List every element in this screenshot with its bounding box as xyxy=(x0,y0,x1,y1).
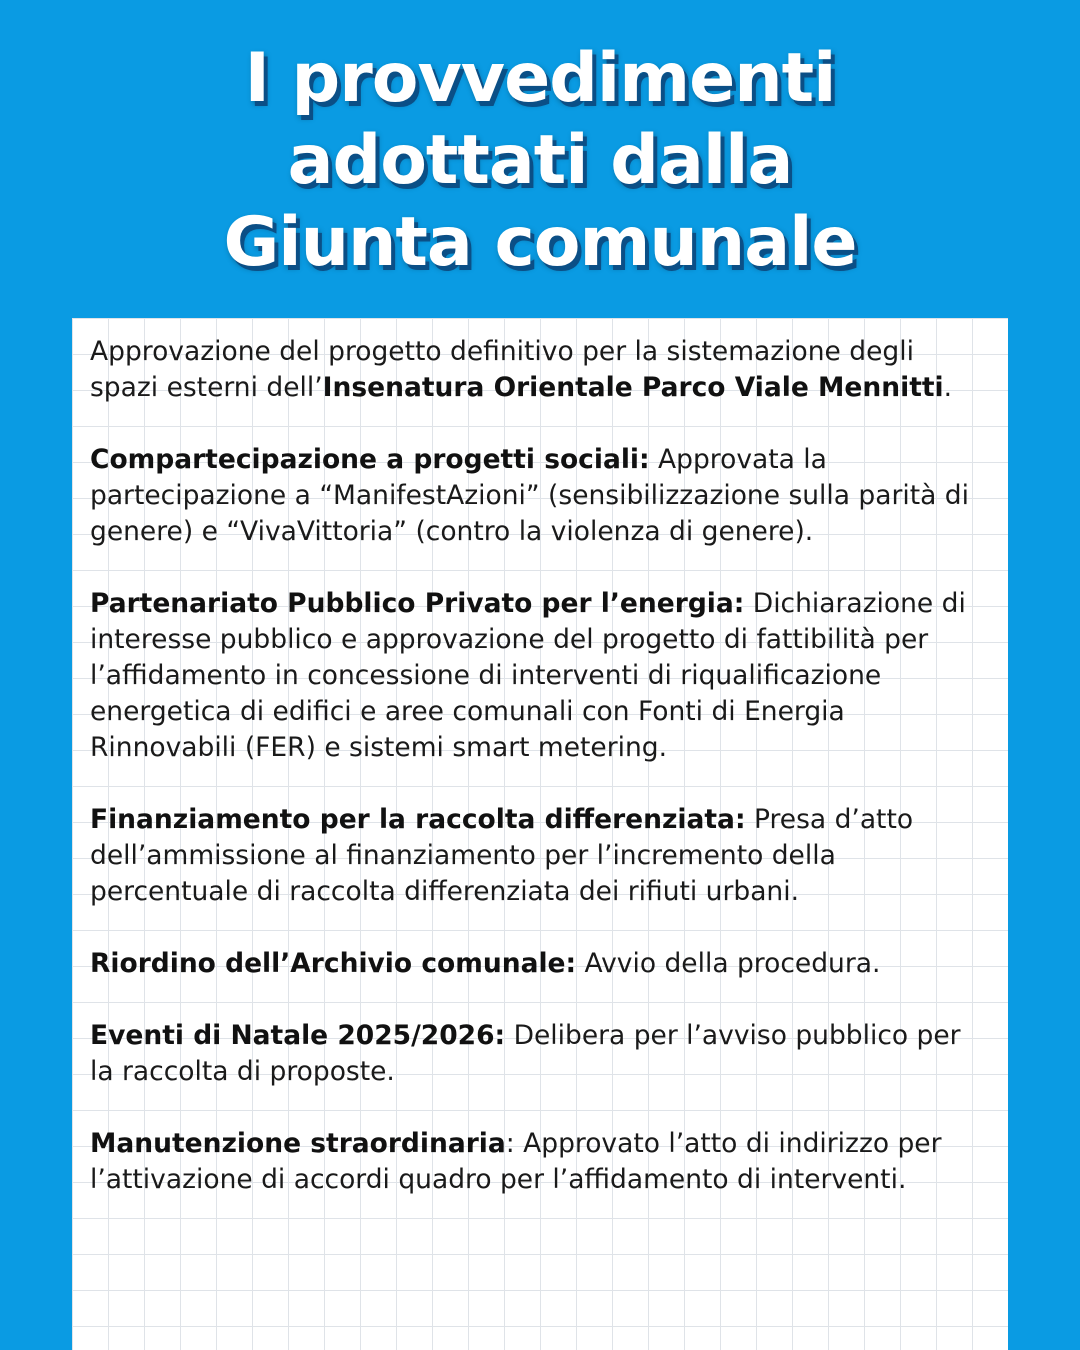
item-text: : Approvato l’atto di indirizzo per l’attivazione di accordi quadro per l’affidamento di interventi. xyxy=(90,1128,942,1195)
item-text: Approvata la partecipazione a “ManifestAzioni” (sensibilizzazione sulla parità di genere) e “VivaVittoria” (contro la violenza di genere). xyxy=(90,444,969,547)
title-line-3: Giunta comunale xyxy=(223,203,857,282)
item-text: Presa d’atto dell’ammissione al finanziamento per l’incremento della percentuale di raccolta differenziata dei rifiuti urbani. xyxy=(90,804,914,907)
item-heading: Riordino dell’Archivio comunale: xyxy=(90,948,577,979)
list-item xyxy=(90,802,990,910)
item-heading: Partenariato Pubblico Privato per l’energia: xyxy=(90,588,745,619)
list-item xyxy=(90,442,990,550)
item-text: Delibera per l’avviso pubblico per la raccolta di proposte. xyxy=(90,1020,961,1087)
item-text: Avvio della procedura. xyxy=(576,948,881,979)
item-heading: Manutenzione straordinaria xyxy=(90,1128,506,1159)
title-line-1: I provvedimenti xyxy=(244,39,836,118)
list-item xyxy=(90,334,990,406)
item-intro: Approvazione del progetto definitivo per la sistemazione degli spazi esterni dell’ xyxy=(90,336,914,403)
page-title xyxy=(0,38,1080,284)
item-heading: Finanziamento per la raccolta differenziata: xyxy=(90,804,746,835)
item-heading: Insenatura Orientale Parco Viale Mennitti xyxy=(322,372,944,403)
list-item xyxy=(90,1126,990,1198)
measures-list xyxy=(90,334,990,1234)
list-item xyxy=(90,586,990,766)
list-item xyxy=(90,946,990,982)
item-heading: Eventi di Natale 2025/2026: xyxy=(90,1020,506,1051)
title-line-2: adottati dalla xyxy=(287,121,793,200)
item-heading: Compartecipazione a progetti sociali: xyxy=(90,444,650,475)
item-text: . xyxy=(943,372,953,403)
content-card xyxy=(72,318,1008,1350)
item-text: Dichiarazione di interesse pubblico e approvazione del progetto di fattibilità per l’affidamento in concessione di interventi di riqualificazione energetica di edifici e aree comunali con Fonti di Energia Rinnovabili (FER) e sistemi smart metering. xyxy=(90,588,966,763)
list-item xyxy=(90,1018,990,1090)
